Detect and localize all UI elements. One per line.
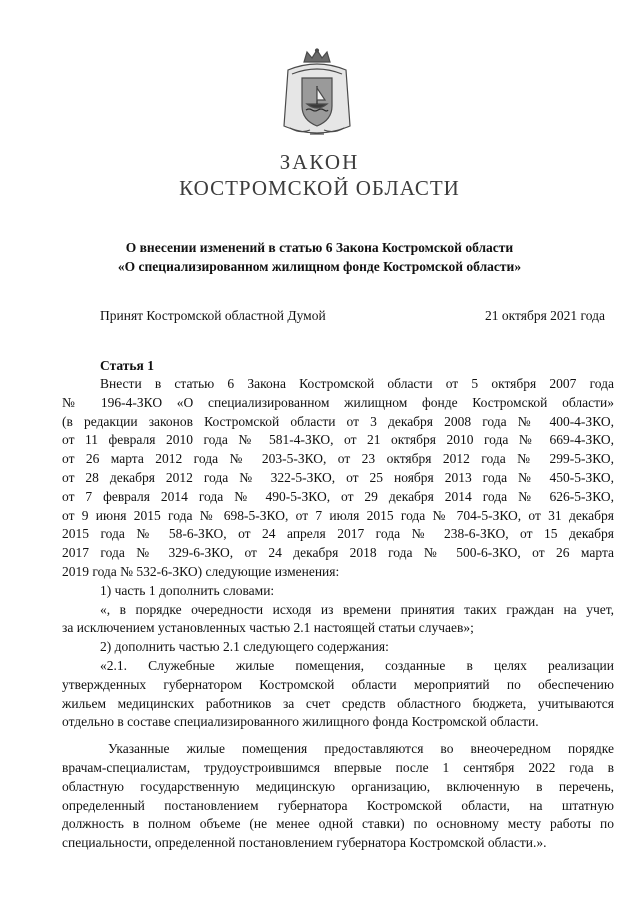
subtitle-line1: О внесении изменений в статью 6 Закона Костромской области bbox=[125, 240, 514, 255]
article-line: 2019 года № 532-6-ЗКО) следующие изменения: bbox=[62, 563, 340, 579]
part-2-1-line: жильем медицинских работников за счет средств областного бюджета, учитываются bbox=[62, 695, 614, 711]
item-1-text: «, в порядке очередности исходя из времени принятия таких граждан на учет, bbox=[100, 601, 614, 617]
adopted-by: Принят Костромской областной Думой bbox=[100, 308, 326, 323]
article-line: № 196-4-ЗКО «О специализированном жилищном фонде Костромской области» bbox=[62, 394, 614, 410]
article-line: от 26 марта 2012 года № 203-5-ЗКО, от 23 октября 2012 года № 299-5-ЗКО, bbox=[62, 451, 614, 467]
part-2-1-line: отдельно в составе специализированного жилищного фонда Костромской области. bbox=[62, 714, 539, 730]
adoption-date: 21 октября 2021 года bbox=[485, 308, 605, 323]
part-2-1-p2-line: врачам-специалистам, трудоустроившимся впервые после 1 сентября 2022 года в bbox=[62, 759, 614, 775]
article-heading: Статья 1 bbox=[100, 358, 154, 373]
article-line: от 28 декабря 2012 года № 322-5-ЗКО, от 25 ноября 2013 года № 450-5-ЗКО, bbox=[62, 469, 614, 485]
part-2-1-p2-line: должность в полном объеме (не менее одной ставки) по основному месту работы по bbox=[62, 816, 614, 832]
kostroma-coat-of-arms-icon bbox=[280, 48, 354, 140]
article-line: 2015 года № 58-6-ЗКО, от 24 апреля 2017 года № 238-6-ЗКО, от 15 декабря bbox=[62, 526, 614, 542]
part-2-1-p2-line: Указанные жилые помещения предоставляются во внеочередном порядке bbox=[108, 741, 614, 757]
part-2-1-line: «2.1. Служебные жилые помещения, созданные в целях реализации bbox=[100, 657, 614, 673]
article-line: от 9 июня 2015 года № 698-5-ЗКО, от 7 июля 2015 года № 704-5-ЗКО, от 31 декабря bbox=[62, 507, 614, 523]
article-line: Внести в статью 6 Закона Костромской области от 5 октября 2007 года bbox=[100, 376, 614, 391]
item-1-text: за исключением установленных частью 2.1 настоящей статьи случаев»; bbox=[62, 620, 474, 636]
subtitle-line2: «О специализированном жилищном фонде Костромской области» bbox=[117, 259, 522, 274]
part-2-1-line: утвержденных губернатором Костромской области мероприятий по обеспечению bbox=[62, 676, 614, 692]
article-line: от 7 февраля 2014 года № 490-5-ЗКО, от 29 декабря 2014 года № 626-5-ЗКО, bbox=[62, 488, 614, 504]
article-line: (в редакции законов Костромской области от 3 декабря 2008 года № 400-4-ЗКО, bbox=[62, 413, 614, 429]
item-2: 2) дополнить частью 2.1 следующего содержания: bbox=[100, 639, 389, 655]
item-1: 1) часть 1 дополнить словами: bbox=[100, 582, 275, 598]
article-body bbox=[62, 375, 614, 853]
part-2-1-p2-line: специальности, определенной постановлением губернатора Костромской области.». bbox=[62, 835, 547, 851]
law-title-line1: ЗАКОН bbox=[279, 150, 360, 174]
law-title-line2: КОСТРОМСКОЙ ОБЛАСТИ bbox=[179, 176, 460, 200]
part-2-1-p2-line: определенный постановлением губернатора Костромской области, на штатную bbox=[62, 797, 614, 813]
part-2-1-p2-line: областную государственную медицинскую организацию, включенную в перечень, bbox=[62, 778, 614, 794]
article-line: от 11 февраля 2010 года № 581-4-ЗКО, от 21 октября 2010 года № 669-4-ЗКО, bbox=[62, 432, 614, 448]
article-line: 2017 года № 329-6-ЗКО, от 24 декабря 2018 года № 500-6-ЗКО, от 26 марта bbox=[62, 545, 614, 561]
